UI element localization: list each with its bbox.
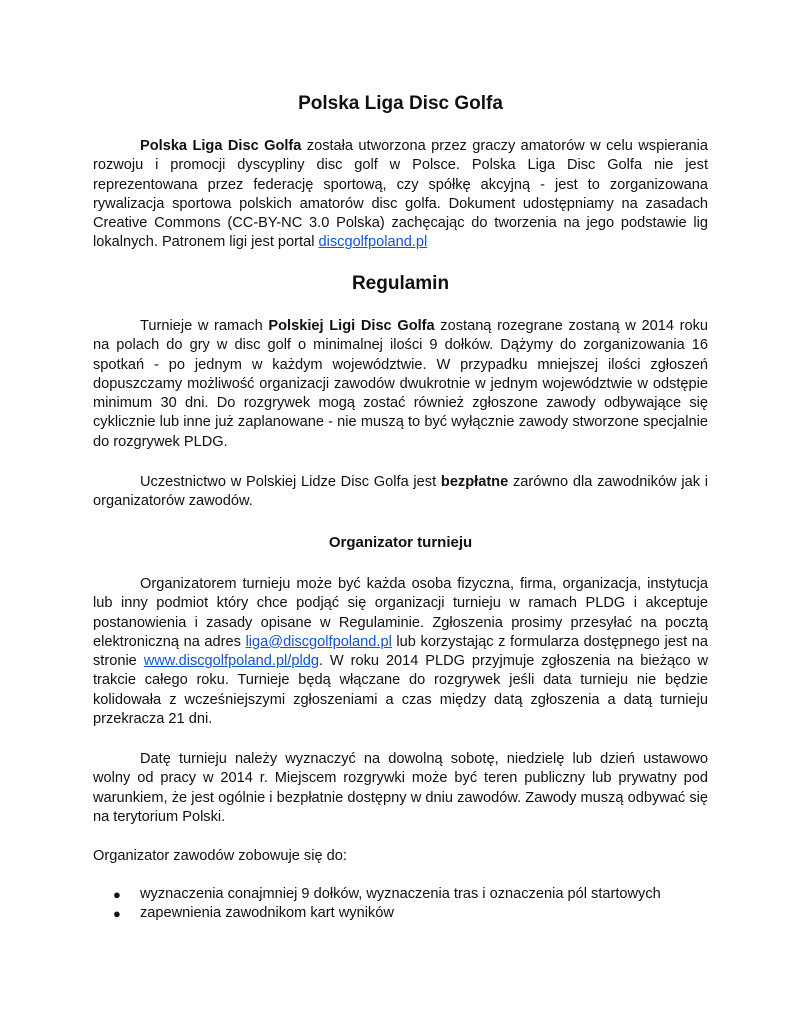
regulamin-paragraph-1: [93, 317, 708, 452]
regulamin-paragraph-2: [93, 473, 708, 512]
list-item-text: wyznaczenia conajmniej 9 dołków, wyznaczenia tras i oznaczenia pól startowych: [140, 886, 661, 902]
organizator-p1-b: lub korzystając z formularza dostępnego jest na stronie: [93, 633, 709, 670]
list-item-text: zapewnienia zawodnikom kart wyników: [140, 905, 394, 922]
organizator-paragraph-2: Datę turnieju należy wyznaczyć na dowolną sobotę, niedzielę lub dzień ustawowo wolny od pracy w 2014 r. Miejscem rozgrywki może być teren publiczny lub prywatny pod warunkiem, że jest ogólnie i bezpłatnie dostępny w dniu zawodów. Zawody muszą odbywać się na terytorium Polski.: [93, 751, 708, 825]
regulamin-p2-bold: bezpłatne: [440, 474, 509, 490]
organizator-paragraph-1: [93, 575, 708, 729]
list-item: [93, 904, 708, 923]
organizator-p1-a: Organizatorem turnieju może być każda osoba fizyczna, firma, organizacja, instytucja lub inny podmiot który chce podjąć się organizacji turnieju w ramach PLDG i akceptuje postanowienia i zasady opisane w Regulaminie. Zgłoszenia prosimy przesyłać na pocztą elektroniczną na adres: [93, 576, 708, 650]
email-link[interactable]: liga@discgolfpoland.pl: [245, 633, 392, 650]
organizator-p1-c: . W roku 2014 PLDG przyjmuje zgłoszenia na bieżąco w trakcie całego roku. Turnieje będą włączane do rozgrywek jeśli data turnieju nie będzie kolidowała z wcześniejszymi zgłoszeniami a czas między datą zgłoszenia a datą turnieju przekracza 21 dni.: [93, 653, 709, 728]
regulamin-p1-b: zostaną rozegrane zostaną w 2014 roku na polach do gry w disc golf o minimalnej ilości 9 dołków. Dążymy do zorganizowania 16 spotkań - po jednym w każdym województwie. W przypadku mniejszej ilości zgłoszeń dopuszczamy możliwość organizacji zawodów dwukrotnie w jednym województwie w odstępie minimum 30 dni. Do rozgrywek mogą zostać również zgłoszone zawody odbywające się cyklicznie lub inne już zaplanowane - nie muszą to być wyłącznie zawody stworzone specjalnie do rozgrywek PLDG.: [93, 318, 708, 450]
regulamin-heading: Regulamin: [351, 273, 450, 294]
organizator-heading: Organizator turnieju: [328, 534, 473, 551]
pldg-link[interactable]: www.discgolfpoland.pl/pldg: [143, 653, 319, 670]
bullet-icon: ●: [113, 906, 121, 922]
portal-link[interactable]: discgolfpoland.pl: [318, 234, 428, 251]
list-item: [93, 885, 708, 904]
regulamin-p2-a: Uczestnictwo w Polskiej Lidze Disc Golfa jest: [140, 474, 441, 490]
document-title: Polska Liga Disc Golfa: [298, 93, 503, 114]
obligations-list: [93, 885, 708, 924]
organizator-paragraph-3: Organizator zawodów zobowuje się do:: [93, 848, 347, 864]
intro-paragraph: [93, 137, 708, 253]
regulamin-p2-b: zarówno dla zawodników jak i organizatorów zawodów.: [93, 474, 708, 510]
regulamin-p1-a: Turnieje w ramach: [140, 318, 269, 334]
intro-text: została utworzona przez graczy amatorów w celu wspierania rozwoju i promocji dyscypliny disc golf w Polsce. Polska Liga Disc Golfa nie jest reprezentowana przez federację sportową, czy spółkę akcyjną - jest to zorganizowana rywalizacja sportowa polskich amatorów disc golfa. Dokument udostępniamy na zasadach Creative Commons (CC-BY-NC 3.0 Polska) zachęcając do tworzenia na jego podstawie lig lokalnych. Patronem ligi jest portal: [93, 138, 709, 251]
intro-bold: Polska Liga Disc Golfa: [140, 138, 302, 154]
bullet-icon: ●: [113, 887, 121, 902]
regulamin-p1-bold: Polskiej Ligi Disc Golfa: [268, 318, 435, 334]
